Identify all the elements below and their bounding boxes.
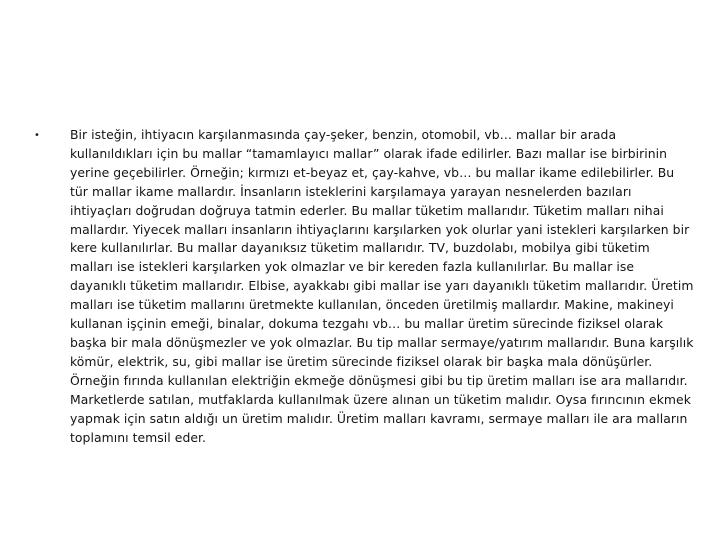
bullet-icon: • bbox=[34, 130, 40, 141]
body-paragraph: Bir isteğin, ihtiyacın karşılanmasında çay-şeker, benzin, otomobil, vb… mallar bir arada kullanıldıkları için bu mallar “tamamlayıcı mallar” olarak ifade edilirler. Bazı mallar ise birbirinin yerine geçebilirler. Örneğin; kırmızı et-beyaz et, çay-kahve, vb… bu mallar ikame edilebilirler. Bu tür mallar ikame mallardır. İnsanların isteklerini karşılamaya yarayan nesnelerden bazıları ihtiyaçları doğrudan doğruya tatmin ederler. Bu mallar tüketim mallarıdır. Tüketim malları nihai mallardır. Yiyecek malları insanların ihtiyaçlarını karşılarken yok olurlar yani istekleri karşılarken bir kere kullanılırlar. Bu mallar dayanıksız tüketim mallarıdır. TV, buzdolabı, mobilya gibi tüketim malları ise istekleri karşılarken yok olmazlar ve bir kereden fazla kullanılırlar. Bu mallar ise dayanıklı tüketim mallarıdır. Elbise, ayakkabı gibi mallar ise yarı dayanıklı tüketim mallarıdır. Üretim malları ise tüketim mallarını üretmekte kullanılan, önceden üretilmiş mallardır. Makine, makineyi kullanan işçinin emeği, binalar, dokuma tezgahı vb… bu mallar üretim sürecinde fiziksel olarak başka bir mala dönüşmezler ve yok olmazlar. Bu tip mallar sermaye/yatırım mallarıdır. Buna karşılık kömür, elektrik, su, gibi mallar ise üretim sürecinde fiziksel olarak bir başka mala dönüşürler. Örneğin fırında kullanılan elektriğin ekmeğe dönüşmesi gibi bu tip üretim malları ise ara mallarıdır. Marketlerde satılan, mutfaklarda kullanılmak üzere alınan un tüketim malıdır. Oysa fırıncının ekmek yapmak için satın aldığı un üretim malıdır. Üretim malları kavramı, sermaye malları ile ara malların toplamını temsil eder. bbox=[70, 127, 694, 445]
bullet-item bbox=[34, 126, 694, 447]
